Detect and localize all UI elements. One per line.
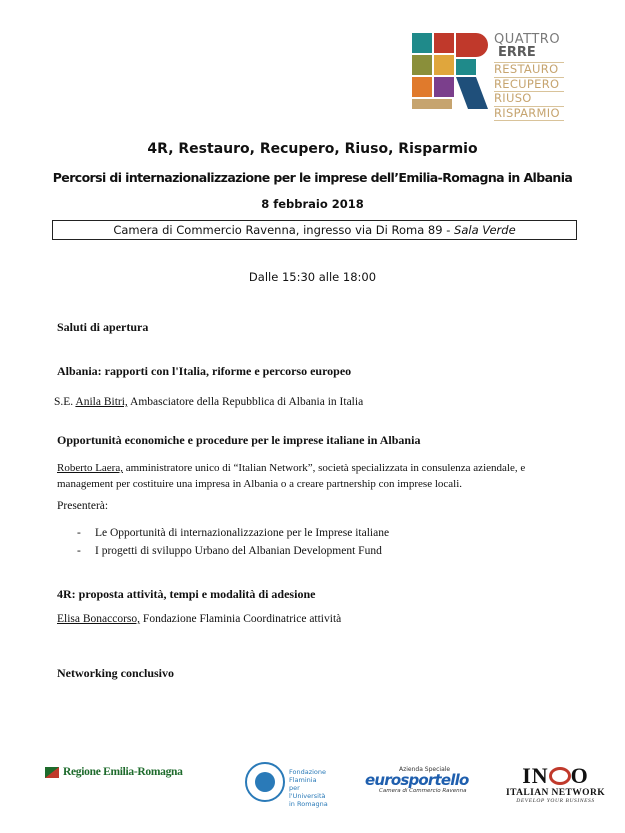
- speaker-prefix: S.E.: [54, 396, 76, 408]
- quattro-erre-mark-icon: [412, 33, 488, 109]
- speaker-ambassador: [54, 396, 363, 408]
- speaker-name-bitri: Anila Bitri,: [75, 396, 128, 408]
- speaker-role-bitri: Ambasciatore della Repubblica di Albania in Italia: [127, 396, 364, 408]
- speaker-role-laera-2: management per costituire una impresa in Albania o a creare partnership con imprese locali.: [57, 478, 463, 490]
- list-item: - Le Opportunità di internazionalizzazione per le Imprese italiane: [77, 527, 390, 539]
- regione-emilia-romagna-logo: [45, 764, 185, 786]
- regione-flag-icon: [45, 767, 59, 778]
- logo-word-risparmio: RISPARMIO: [494, 108, 564, 122]
- italian-network-logo: IN O ITALIAN NETWORK DEVELOP YOUR BUSINESS: [506, 763, 605, 804]
- event-subtitle: Percorsi di internazionalizzazione per le imprese dell’Emilia-Romagna in Albania: [52, 170, 573, 185]
- speaker-name-bonaccorso: Elisa Bonaccorso,: [57, 613, 141, 625]
- event-title: 4R, Restauro, Recupero, Riuso, Risparmio: [147, 141, 478, 157]
- section-albania-title: Albania: rapporti con l'Italia, riforme e percorso europeo: [57, 364, 352, 378]
- speaker-bonaccorso: [57, 613, 341, 625]
- section-networking-title: Networking conclusivo: [57, 666, 174, 680]
- section-opportunities-title: Opportunità economiche e procedure per le imprese italiane in Albania: [57, 433, 421, 447]
- regione-name: Regione Emilia-Romagna: [63, 766, 183, 778]
- event-time: Dalle 15:30 alle 18:00: [248, 270, 377, 284]
- section-welcome-title: Saluti di apertura: [57, 320, 149, 334]
- speaker-laera: [57, 460, 557, 492]
- logo-word-riuso: RIUSO: [494, 93, 564, 107]
- logo-word-restauro: RESTAURO: [494, 62, 564, 78]
- section-4r-title: 4R: proposta attività, tempi e modalità di adesione: [57, 587, 316, 601]
- fondazione-flaminia-logo: Fondazione Flaminia per l'Università in Romagna: [245, 762, 335, 806]
- speaker-role-laera-1: amministratore unico di “Italian Network”, società specializzata in consulenza aziendale, e: [122, 462, 526, 474]
- quattro-erre-logo: [412, 32, 572, 120]
- venue-address: Camera di Commercio Ravenna, ingresso via Di Roma 89 -: [113, 223, 455, 237]
- list-item: - I progetti di sviluppo Urbano del Albanian Development Fund: [77, 545, 382, 557]
- event-date: 8 febbraio 2018: [261, 197, 364, 211]
- venue-box: [52, 220, 577, 240]
- network-globe-icon: [549, 767, 571, 785]
- logo-word-recupero: RECUPERO: [494, 79, 564, 93]
- speaker-role-bonaccorso: Fondazione Flaminia Coordinatrice attività: [140, 613, 342, 625]
- logo-quattro: QUATTRO: [494, 32, 561, 47]
- eurosportello-logo: Azienda Speciale eurosportello Camera di Commercio Ravenna: [365, 766, 469, 794]
- presents-label: Presenterà:: [57, 500, 109, 512]
- presentation-list: [77, 524, 389, 560]
- venue-room: Sala Verde: [454, 223, 516, 237]
- logo-erre: ERRE: [498, 45, 536, 60]
- speaker-name-laera: Roberto Laera,: [57, 462, 123, 474]
- fondazione-seal-icon: [245, 762, 285, 802]
